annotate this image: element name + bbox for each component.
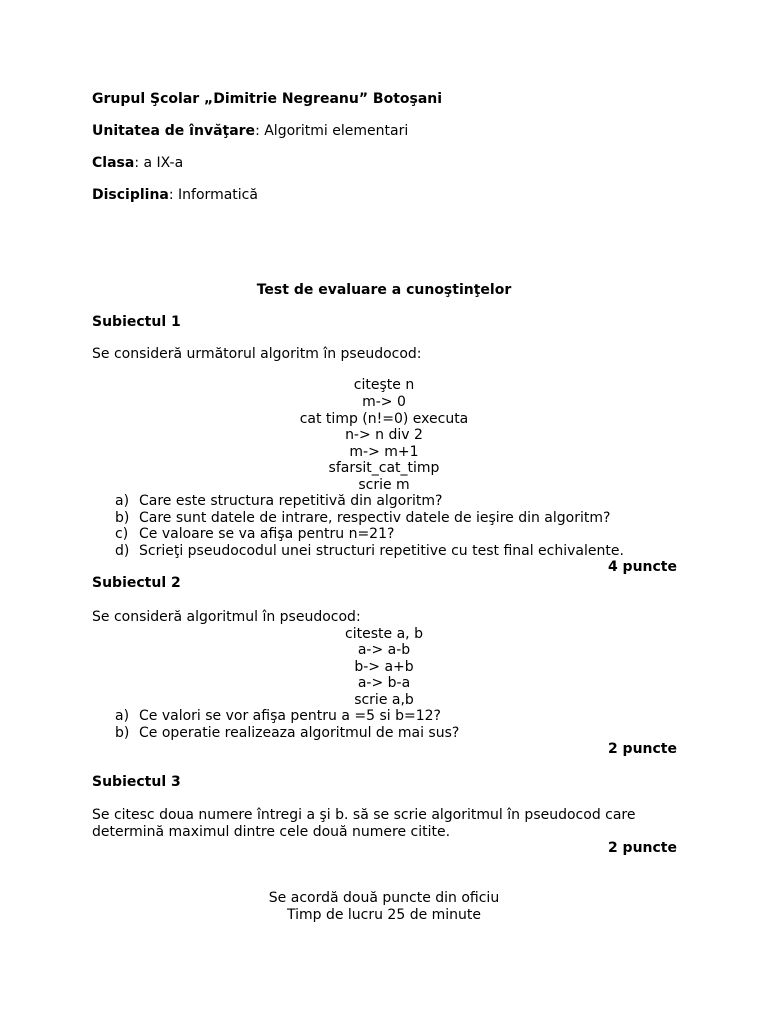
s1-intro: Se consideră următorul algoritm în pseudocod: xyxy=(92,346,422,362)
unit-label: Unitatea de învăţare xyxy=(92,123,256,139)
s3-heading: Subiectul 3 xyxy=(92,774,181,790)
question-marker: d) xyxy=(115,543,130,559)
unit-value: : Algoritmi elementari xyxy=(255,123,409,139)
question-marker: a) xyxy=(115,708,130,724)
s1-code-line: cat timp (n!=0) executa xyxy=(299,411,469,427)
s3-text: Se citesc doua numere întregi a şi b. să se scrie algoritmul în pseudocod care xyxy=(92,807,636,823)
s2-intro: Se consideră algoritmul în pseudocod: xyxy=(92,609,361,625)
question-marker: b) xyxy=(115,725,130,741)
s1-question xyxy=(115,526,394,543)
question-text: Care este structura repetitivă din algoritm? xyxy=(139,493,443,509)
s1-heading: Subiectul 1 xyxy=(92,314,181,330)
s1-code-line: scrie m xyxy=(358,477,410,493)
s2-heading: Subiectul 2 xyxy=(92,575,181,591)
question-marker: c) xyxy=(115,526,129,542)
discipline-value: : Informatică xyxy=(168,187,258,203)
footer-time: Timp de lucru 25 de minute xyxy=(286,907,482,923)
question-marker: b) xyxy=(115,510,130,526)
s2-code-line: scrie a,b xyxy=(354,692,414,708)
s1-code-line: m-> m+1 xyxy=(349,444,419,460)
s3-points: 2 puncte xyxy=(607,840,677,856)
s1-question xyxy=(115,510,610,527)
s1-points: 4 puncte xyxy=(607,559,677,575)
question-text: Ce valori se vor afişa pentru a =5 si b=12? xyxy=(139,708,441,724)
question-text: Care sunt datele de intrare, respectiv datele de ieşire din algoritm? xyxy=(139,510,611,526)
question-text: Scrieţi pseudocodul unei structuri repetitive cu test final echivalente. xyxy=(139,543,624,559)
test-title: Test de evaluare a cunoştinţelor xyxy=(256,282,512,298)
question-marker: a) xyxy=(115,493,130,509)
s2-code-line: b-> a+b xyxy=(354,659,414,675)
footer-bonus: Se acordă două puncte din oficiu xyxy=(268,890,500,906)
discipline-label: Disciplina xyxy=(92,187,169,203)
class-label: Clasa xyxy=(92,155,135,171)
s1-code-line: sfarsit_cat_timp xyxy=(328,460,440,476)
s1-code-line: m-> 0 xyxy=(362,394,406,410)
s2-question xyxy=(115,708,441,725)
s2-code-line: citeste a, b xyxy=(345,626,423,642)
question-text: Ce valoare se va afişa pentru n=21? xyxy=(139,526,395,542)
school-name: Grupul Şcolar „Dimitrie Negreanu” Botoşani xyxy=(92,91,443,107)
s1-question xyxy=(115,493,442,510)
class-value: : a IX-a xyxy=(134,155,184,171)
s2-points: 2 puncte xyxy=(607,741,677,757)
s1-code-line: n-> n div 2 xyxy=(345,427,423,443)
s1-code-line: citeşte n xyxy=(353,377,415,393)
unit-line xyxy=(92,123,408,140)
class-line xyxy=(92,155,183,172)
discipline-line xyxy=(92,187,258,204)
s2-code-line: a-> a-b xyxy=(357,642,411,658)
s2-question xyxy=(115,725,459,742)
s2-code-line: a-> b-a xyxy=(357,675,411,691)
s3-text: determină maximul dintre cele două numere citite. xyxy=(92,824,451,840)
s1-question xyxy=(115,543,624,560)
question-text: Ce operatie realizeaza algoritmul de mai sus? xyxy=(139,725,460,741)
